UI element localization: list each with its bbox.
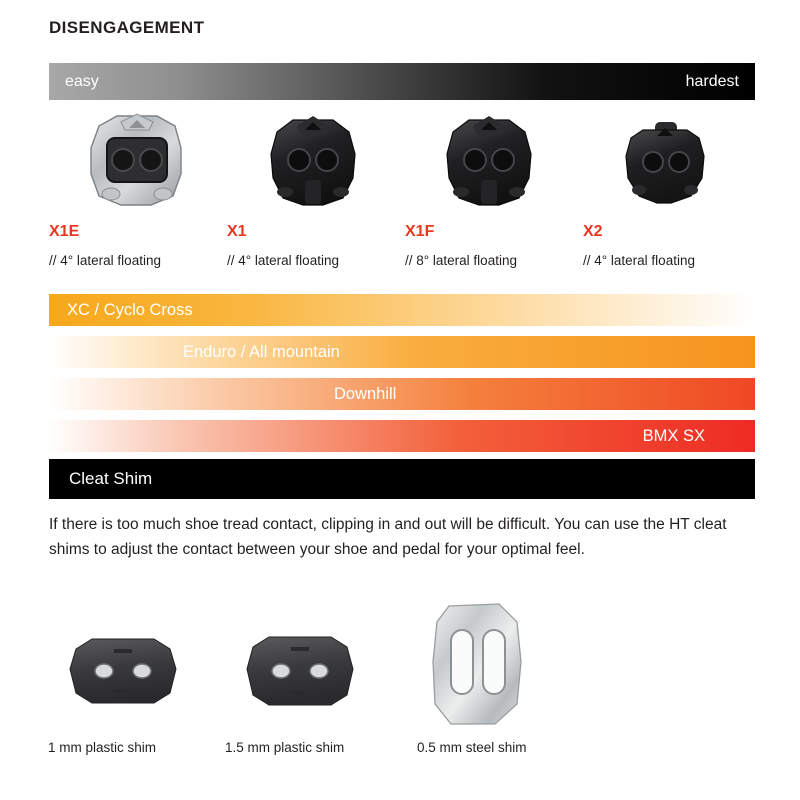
difficulty-easy-label: easy xyxy=(65,72,99,90)
cleat-silver-icon xyxy=(49,105,225,215)
discipline-row xyxy=(0,420,800,457)
cleat-name: X2 xyxy=(583,223,603,240)
cleat-black-small-icon xyxy=(577,105,753,215)
cleat-name: X1E xyxy=(49,223,80,240)
shim-image-row xyxy=(0,595,800,760)
discipline-label: XC / Cyclo Cross xyxy=(67,300,193,319)
discipline-label: BMX SX xyxy=(642,426,705,445)
shim-caption: 0.5 mm steel shim xyxy=(417,740,527,755)
cleat-description: // 4° lateral floating xyxy=(49,253,161,268)
cleat-description: // 8° lateral floating xyxy=(405,253,517,268)
difficulty-gradient-bar xyxy=(49,63,755,100)
cleat-label-row xyxy=(49,223,769,283)
shim-caption: 1 mm plastic shim xyxy=(48,740,157,755)
discipline-bar-downhill xyxy=(49,378,755,410)
cleat-shim-header-label: Cleat Shim xyxy=(69,469,153,488)
cleat-name: X1 xyxy=(227,223,247,240)
page-title: DISENGAGEMENT xyxy=(49,18,205,37)
discipline-row xyxy=(0,336,800,373)
discipline-bar-bmx xyxy=(49,420,755,452)
shim-caption: 1.5 mm plastic shim xyxy=(225,740,345,755)
cleat-description: // 4° lateral floating xyxy=(583,253,695,268)
discipline-bar-group xyxy=(0,294,800,462)
discipline-row xyxy=(0,378,800,415)
shim-steel-icon xyxy=(417,600,540,755)
discipline-bar-xc xyxy=(49,294,755,326)
discipline-label: Enduro / All mountain xyxy=(183,342,340,361)
cleat-shim-header xyxy=(49,459,755,499)
cleat-black-icon xyxy=(401,105,577,215)
cleat-name: X1F xyxy=(405,223,435,240)
shim-plastic-icon xyxy=(48,635,188,755)
cleat-description: // 4° lateral floating xyxy=(227,253,339,268)
cleat-shim-paragraph: If there is too much shoe tread contact, clipping in and out will be difficult. You can use the HT cleat shims to adjust the contact between your shoe and pedal for your optimal feel. xyxy=(49,516,727,558)
discipline-label: Downhill xyxy=(334,384,397,403)
discipline-row xyxy=(0,294,800,331)
shim-plastic-icon xyxy=(225,635,365,755)
difficulty-hardest-label: hardest xyxy=(685,72,739,90)
cleat-black-icon xyxy=(225,105,401,215)
discipline-bar-enduro xyxy=(49,336,755,368)
